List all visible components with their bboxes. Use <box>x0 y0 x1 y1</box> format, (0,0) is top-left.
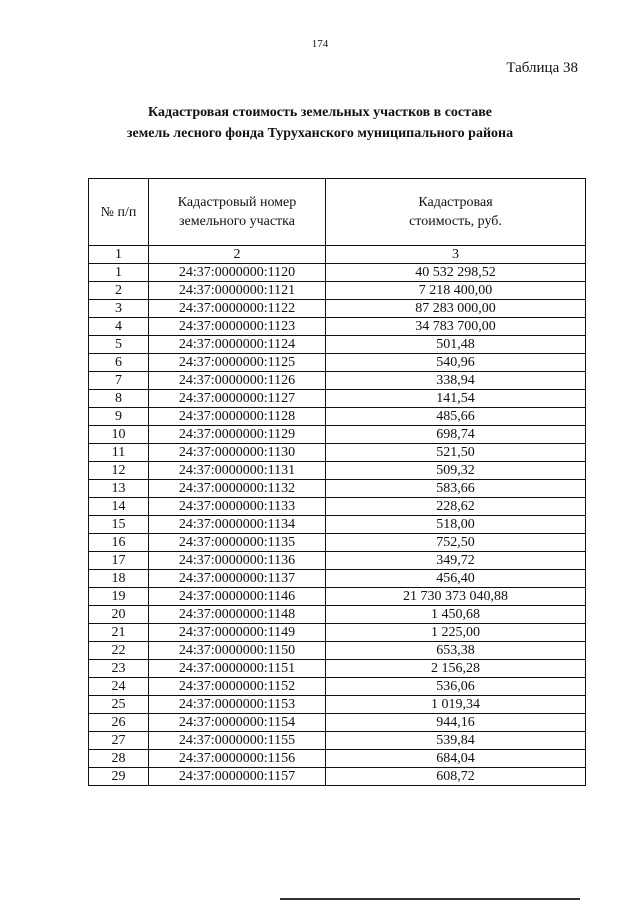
row-number-cell: 16 <box>89 534 149 552</box>
cadastral-number-cell: 24:37:0000000:1134 <box>149 516 326 534</box>
cadastral-value-cell: 539,84 <box>326 732 586 750</box>
cadastral-number-cell: 24:37:0000000:1155 <box>149 732 326 750</box>
cadastral-number-cell: 24:37:0000000:1121 <box>149 282 326 300</box>
table-row <box>89 588 586 606</box>
row-number-cell: 5 <box>89 336 149 354</box>
cadastral-value-cell: 583,66 <box>326 480 586 498</box>
row-number-cell: 3 <box>89 300 149 318</box>
table-row <box>89 300 586 318</box>
row-number-cell: 19 <box>89 588 149 606</box>
document-title <box>0 102 640 144</box>
page-number: 174 <box>311 38 329 50</box>
cadastral-value-cell: 228,62 <box>326 498 586 516</box>
title-line-1: Кадастровая стоимость земельных участков в составе <box>148 105 492 120</box>
table-row <box>89 264 586 282</box>
row-number-cell: 17 <box>89 552 149 570</box>
row-number-cell: 12 <box>89 462 149 480</box>
cadastral-number-cell: 24:37:0000000:1126 <box>149 372 326 390</box>
table-row <box>89 768 586 786</box>
cadastral-number-cell: 24:37:0000000:1150 <box>149 642 326 660</box>
table-row <box>89 606 586 624</box>
table-row <box>89 462 586 480</box>
cadastral-value-cell: 501,48 <box>326 336 586 354</box>
table-row <box>89 660 586 678</box>
column-number-3: 3 <box>326 246 586 264</box>
cadastral-value-cell: 1 225,00 <box>326 624 586 642</box>
table-row <box>89 714 586 732</box>
table-row <box>89 750 586 768</box>
cadastral-value-cell: 540,96 <box>326 354 586 372</box>
cadastral-number-cell: 24:37:0000000:1120 <box>149 264 326 282</box>
cadastral-number-cell: 24:37:0000000:1124 <box>149 336 326 354</box>
row-number-cell: 25 <box>89 696 149 714</box>
cadastral-number-cell: 24:37:0000000:1132 <box>149 480 326 498</box>
table-row <box>89 390 586 408</box>
cadastral-value-cell: 485,66 <box>326 408 586 426</box>
cadastral-number-cell: 24:37:0000000:1133 <box>149 498 326 516</box>
cadastral-value-cell: 608,72 <box>326 768 586 786</box>
cadastral-value-cell: 338,94 <box>326 372 586 390</box>
row-number-cell: 14 <box>89 498 149 516</box>
header-cadastral-number: Кадастровый номер земельного участка <box>149 179 326 246</box>
header-value: Кадастровая стоимость, руб. <box>326 179 586 246</box>
row-number-cell: 29 <box>89 768 149 786</box>
cadastral-value-cell: 684,04 <box>326 750 586 768</box>
cadastral-number-cell: 24:37:0000000:1127 <box>149 390 326 408</box>
cadastral-value-cell: 653,38 <box>326 642 586 660</box>
row-number-cell: 8 <box>89 390 149 408</box>
cadastral-value-cell: 521,50 <box>326 444 586 462</box>
cadastral-value-cell: 698,74 <box>326 426 586 444</box>
row-number-cell: 22 <box>89 642 149 660</box>
cadastral-number-cell: 24:37:0000000:1154 <box>149 714 326 732</box>
table-row <box>89 624 586 642</box>
cadastral-value-cell: 2 156,28 <box>326 660 586 678</box>
header-row <box>89 179 586 246</box>
cadastral-number-cell: 24:37:0000000:1129 <box>149 426 326 444</box>
cadastral-number-cell: 24:37:0000000:1148 <box>149 606 326 624</box>
column-number-2: 2 <box>149 246 326 264</box>
title-line-2: земель лесного фонда Туруханского муниципального района <box>126 126 514 141</box>
row-number-cell: 23 <box>89 660 149 678</box>
row-number-cell: 21 <box>89 624 149 642</box>
table-row <box>89 696 586 714</box>
cadastral-number-cell: 24:37:0000000:1153 <box>149 696 326 714</box>
table-row <box>89 642 586 660</box>
row-number-cell: 2 <box>89 282 149 300</box>
cadastral-value-cell: 752,50 <box>326 534 586 552</box>
row-number-cell: 18 <box>89 570 149 588</box>
table-row <box>89 336 586 354</box>
cadastral-number-cell: 24:37:0000000:1156 <box>149 750 326 768</box>
table-row <box>89 318 586 336</box>
cadastral-value-cell: 21 730 373 040,88 <box>326 588 586 606</box>
column-number-1: 1 <box>89 246 149 264</box>
table-row <box>89 552 586 570</box>
cadastral-value-cell: 40 532 298,52 <box>326 264 586 282</box>
cadastral-number-cell: 24:37:0000000:1136 <box>149 552 326 570</box>
cadastral-value-cell: 536,06 <box>326 678 586 696</box>
column-numbers-row <box>89 246 586 264</box>
row-number-cell: 11 <box>89 444 149 462</box>
row-number-cell: 15 <box>89 516 149 534</box>
row-number-cell: 20 <box>89 606 149 624</box>
cadastral-number-cell: 24:37:0000000:1131 <box>149 462 326 480</box>
row-number-cell: 26 <box>89 714 149 732</box>
table-row <box>89 354 586 372</box>
cadastral-value-cell: 141,54 <box>326 390 586 408</box>
row-number-cell: 28 <box>89 750 149 768</box>
cadastral-number-cell: 24:37:0000000:1130 <box>149 444 326 462</box>
table-row <box>89 282 586 300</box>
cadastral-value-cell: 349,72 <box>326 552 586 570</box>
table-row <box>89 408 586 426</box>
table-row <box>89 516 586 534</box>
cadastral-number-cell: 24:37:0000000:1149 <box>149 624 326 642</box>
table-label: Таблица 38 <box>506 60 578 76</box>
row-number-cell: 1 <box>89 264 149 282</box>
table-row <box>89 570 586 588</box>
cadastral-number-cell: 24:37:0000000:1146 <box>149 588 326 606</box>
cadastral-number-cell: 24:37:0000000:1122 <box>149 300 326 318</box>
cadastral-number-cell: 24:37:0000000:1123 <box>149 318 326 336</box>
row-number-cell: 7 <box>89 372 149 390</box>
cadastral-value-cell: 944,16 <box>326 714 586 732</box>
cadastral-value-table <box>88 178 586 786</box>
table-row <box>89 444 586 462</box>
cadastral-value-cell: 456,40 <box>326 570 586 588</box>
cadastral-number-cell: 24:37:0000000:1128 <box>149 408 326 426</box>
row-number-cell: 10 <box>89 426 149 444</box>
table-body <box>89 264 586 786</box>
row-number-cell: 6 <box>89 354 149 372</box>
table-row <box>89 534 586 552</box>
row-number-cell: 24 <box>89 678 149 696</box>
cadastral-value-cell: 87 283 000,00 <box>326 300 586 318</box>
cadastral-number-cell: 24:37:0000000:1137 <box>149 570 326 588</box>
table-row <box>89 426 586 444</box>
header-num: № п/п <box>89 179 149 246</box>
cadastral-number-cell: 24:37:0000000:1152 <box>149 678 326 696</box>
row-number-cell: 9 <box>89 408 149 426</box>
row-number-cell: 13 <box>89 480 149 498</box>
table-row <box>89 732 586 750</box>
cadastral-number-cell: 24:37:0000000:1157 <box>149 768 326 786</box>
cadastral-number-cell: 24:37:0000000:1135 <box>149 534 326 552</box>
cadastral-value-cell: 518,00 <box>326 516 586 534</box>
cadastral-value-cell: 7 218 400,00 <box>326 282 586 300</box>
table-row <box>89 678 586 696</box>
table-header <box>89 179 586 264</box>
cadastral-value-cell: 1 019,34 <box>326 696 586 714</box>
cadastral-value-cell: 509,32 <box>326 462 586 480</box>
bottom-rule <box>280 898 580 900</box>
table-row <box>89 498 586 516</box>
cadastral-value-cell: 34 783 700,00 <box>326 318 586 336</box>
table-row <box>89 372 586 390</box>
cadastral-value-cell: 1 450,68 <box>326 606 586 624</box>
cadastral-number-cell: 24:37:0000000:1151 <box>149 660 326 678</box>
cadastral-number-cell: 24:37:0000000:1125 <box>149 354 326 372</box>
row-number-cell: 27 <box>89 732 149 750</box>
row-number-cell: 4 <box>89 318 149 336</box>
table-row <box>89 480 586 498</box>
